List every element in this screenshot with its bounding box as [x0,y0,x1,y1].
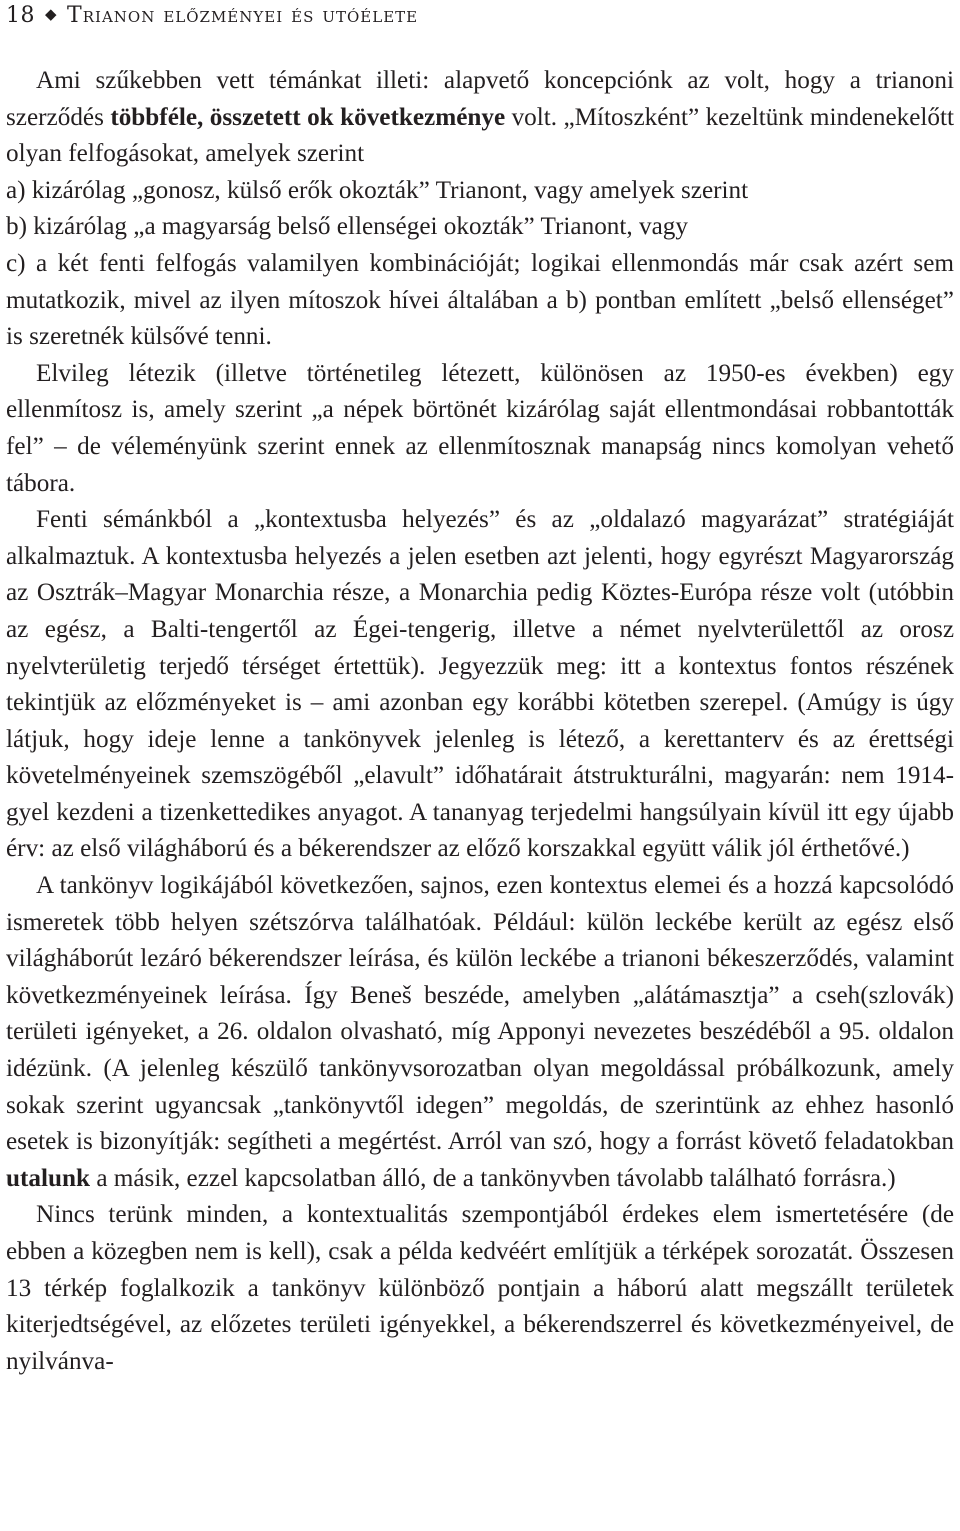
paragraph-text: Ami szűkebben vett témánkat illeti: alapvető koncepciónk az volt, hogy a trianoni szerződés [6,67,954,131]
running-header [6,0,954,30]
paragraph [6,63,954,173]
paragraph-text: A tankönyv logikájából következően, sajnos, ezen kontextus elemei és a hozzá kapcsolódó ismeretek több helyen szétszórva találhatóak. Például: külön leckébe került az egész első világháborút lezáró békerendszer leírása, és külön leckébe a trianoni békeszerződés, valamint következményeinek leírása. Így Beneš beszéde, amelyben „alátámasztja” a cseh(szlovák) területi igényeket, a 26. oldalon olvasható, míg Apponyi nevezetes beszédéből a 95. oldalon idézünk. (A jelenleg készülő tankönyvsorozatban olyan megoldással próbálkozunk, amely sokak szerint ugyancsak „tankönyvtől idegen” megoldás, de szerintünk az ehhez hasonló esetek is bizonyítják: segítheti a megértést. Arról van szó, hogy a forrást követő feladatokban [6,872,954,1156]
running-title: Trianon előzményei és utóélete [67,2,419,28]
bold-text: utalunk [6,1164,91,1192]
page-number: 18 [6,2,35,28]
list-item: c) a két fenti felfogás valamilyen kombinációját; logikai ellenmondás már csak azért sem mutatkozik, mivel az ilyen mítoszok hívei általában a b) pontban említett „belső ellenséget” is szeretnék külsővé tenni. [6,249,954,351]
list-item: b) kizárólag „a magyarság belső ellenségei okozták” Trianont, vagy [6,213,688,241]
paragraph: Elvileg létezik (illetve történetileg létezett, különösen az 1950-es években) egy ellenmítosz is, amely szerint „a népek börtönét kizárólag saját ellentmondásai robbantották fel” – de véleményünk szerint ennek az ellenmítosznak manapság nincs komolyan vehető tábora. [6,359,954,497]
paragraph-text: a másik, ezzel kapcsolatban álló, de a tankönyvben távolabb található forrásra.) [90,1164,896,1192]
body-text [6,63,954,1380]
paragraph: Fenti sémánkból a „kontextusba helyezés” és az „oldalazó magyarázat” stratégiáját alkalmaztuk. A kontextusba helyezés a jelen esetben azt jelenti, hogy egyrészt Magyarország az Osztrák–Magyar Monarchia része, a Monarchia pedig Köztes-Európa része volt (utóbbin az egész, a Balti-tengertől az Égei-tengerig, illetve a német nyelvterülettől az orosz nyelvterületig terjedő térséget értettük). Jegyezzük meg: itt a kontextus fontos részének tekintjük az előzményeket is – ami azonban egy korábbi kötetben szerepel. (Amúgy is úgy látjuk, hogy ideje lenne a tankönyvek jelenleg is létező, a kerettanterv és az érettségi követelményeinek szemszögéből „elavult” időhatárait átstrukturálni, magyarán: nem 1914-gyel kezdeni a tizenkettedikes anyagot. A tananyag terjedelmi hangsúlyain kívül itt egy újabb érv: az első világháború és a békerendszer az előző korszakkal együtt válik jól érthetővé.) [6,506,954,863]
list-item: a) kizárólag „gonosz, külső erők okozták” Trianont, vagy amelyek szerint [6,176,749,204]
paragraph: Nincs terünk minden, a kontextualitás szempontjából érdekes elem ismertetésére (de ebben a közegben nem is kell), csak a példa kedvéért említjük a térképek sorozatát. Összesen 13 térkép foglalkozik a tankönyv különböző pontjain a háború alatt megszállt területek kiterjedtségével, az előzetes területi igényekkel, a békerendszerrel és következményeivel, de nyilvánva- [6,1201,954,1375]
paragraph-text: volt. „Mítoszként” kezeltünk mindenekelőtt olyan felfogásokat, amelyek szerint [6,103,954,168]
diamond-separator-icon: ◆ [45,5,58,23]
bold-text: többféle, összetett ok következménye [110,103,506,131]
paragraph [6,868,954,1197]
